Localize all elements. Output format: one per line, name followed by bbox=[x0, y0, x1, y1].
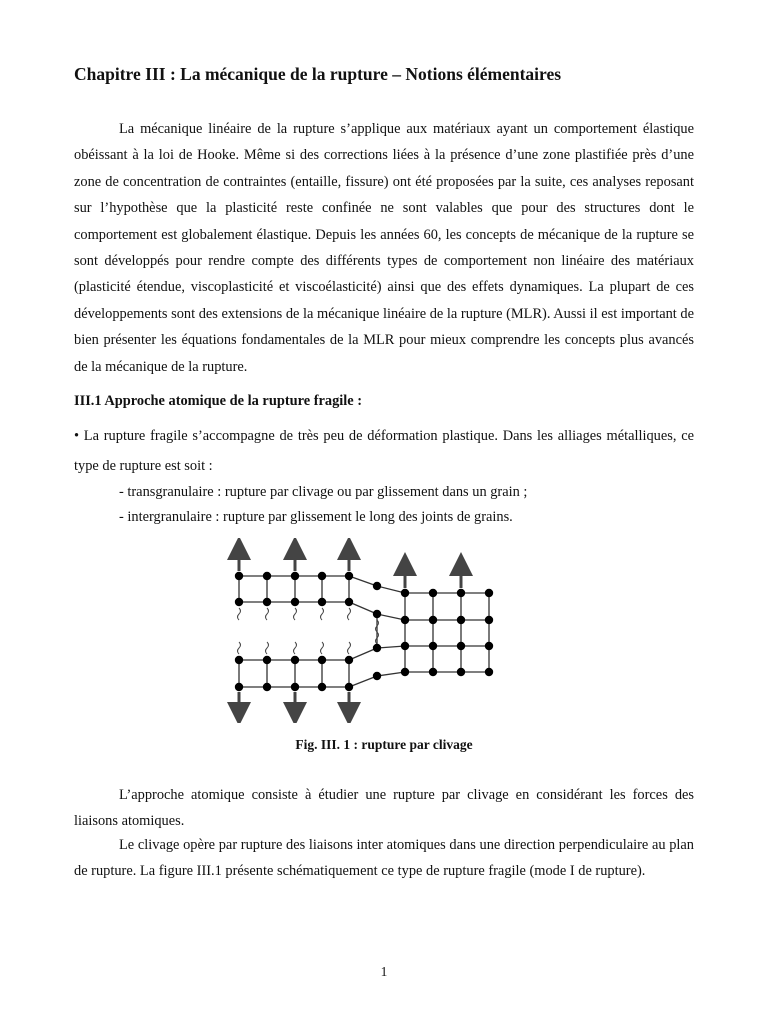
bullet-paragraph: • La rupture fragile s’accompagne de très peu de déformation plastique. Dans les alliages métalliques, ce type de rupture est soit : bbox=[74, 428, 694, 474]
intro-paragraph: La mécanique linéaire de la rupture s’applique aux matériaux ayant un comportement élastique obéissant à la loi de Hooke. Même si des corrections liées à la présence d’une zone plastifiée près d’une zone de concentration de contraintes (entaille, fissure) ont été proposées par la suite, ces analyses reposant sur l’hypothèse que la plasticité reste confinée ne sont valables que pour des structures dont le comportement est globalement élastique. Depuis les années 60, les concepts de mécanique de la rupture se sont développés pour rendre compte des différents types de comportement non linéaire des matériaux (plasticité étendue, viscoplasticité et viscoélasticité) ainsi que des effets dynamiques. La plupart de ces développements sont des extensions de la mécanique linéaire de la rupture (MLR). Aussi il est important de bien présenter les équations fondamentales de la MLR pour mieux comprendre les concepts plus avancés de la mécanique de la rupture. bbox=[74, 121, 694, 375]
figure-caption: Fig. III. 1 : rupture par clivage bbox=[295, 737, 473, 752]
list-item-transgranulaire: - transgranulaire : rupture par clivage ou par glissement dans un grain ; bbox=[119, 484, 528, 500]
broken-bonds bbox=[238, 608, 379, 654]
page-number: 1 bbox=[380, 964, 388, 979]
cleavage-paragraph: Le clivage opère par rupture des liaisons inter atomiques dans une direction perpendiculaire au plan de rupture. La figure III.1 présente schématiquement ce type de rupture fragile (mode I de rupture). bbox=[74, 837, 694, 880]
right-lattice bbox=[377, 586, 489, 676]
lower-left-lattice bbox=[239, 648, 377, 687]
section-heading: III.1 Approche atomique de la rupture fragile : bbox=[74, 393, 363, 409]
list-item-intergranulaire: - intergranulaire : rupture par glissement le long des joints de grains. bbox=[119, 509, 513, 525]
chapter-title: Chapitre III : La mécanique de la rupture – Notions élémentaires bbox=[74, 64, 562, 84]
cleavage-figure bbox=[225, 538, 505, 723]
approach-paragraph: L’approche atomique consiste à étudier une rupture par clivage en considérant les forces des liaisons atomiques. bbox=[74, 787, 694, 830]
upper-left-lattice bbox=[239, 576, 377, 614]
atoms bbox=[235, 572, 493, 691]
